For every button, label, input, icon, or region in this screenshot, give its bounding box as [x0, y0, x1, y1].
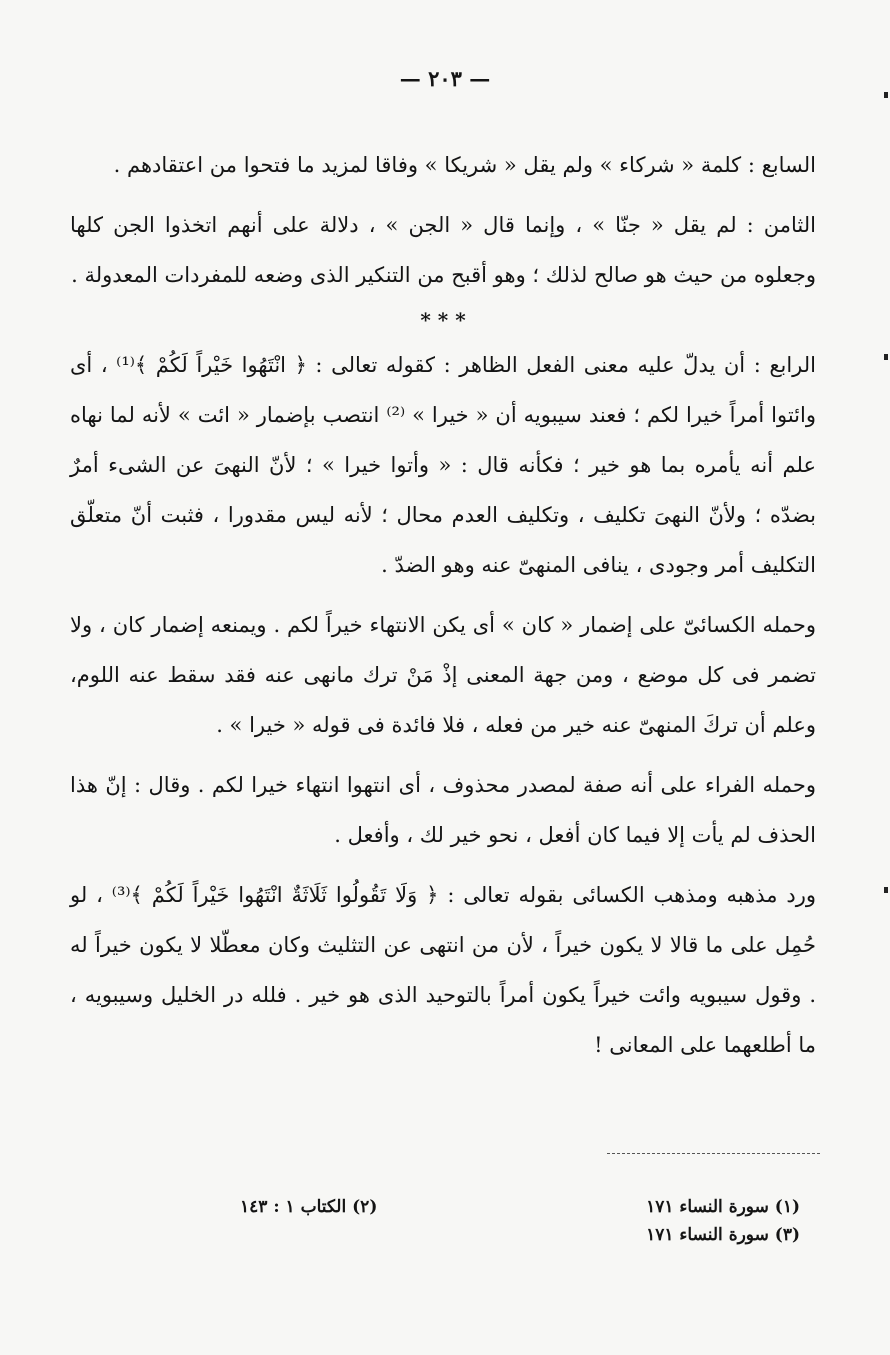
scan-edge-mark	[884, 887, 888, 893]
footnote-1: (١) سورة النساء ١٧١	[646, 1197, 800, 1217]
footnote-2: (٢) الكتاب ١ : ١٤٣	[240, 1197, 378, 1217]
paragraph-rebuttal: ورد مذهبه ومذهب الكسائى بقوله تعالى : ﴿ وَلَا تَقُولُوا ثَلَاثَةٌ انْتَهُوا خَيْراً لَكُمْ ﴾⁽³⁾ ، لو حُمِل على ما قالا لا يكون خيراً ، لأن من انتهى عن التثليث وكان معطّلا لا يكون خيراً له . وقول سيبويه وائت خيراً يكون أمراً بالتوحيد الذى هو خير . فلله در الخليل وسيبويه ، ما أطلعهما على المعانى !	[70, 883, 816, 1057]
page-body	[70, 140, 816, 1070]
footnote-3: (٣) سورة النساء ١٧١	[646, 1225, 800, 1245]
scan-edge-mark	[884, 92, 888, 98]
paragraph-fourth: الرابع : أن يدلّ عليه معنى الفعل الظاهر : كقوله تعالى : ﴿ انْتَهُوا خَيْراً لَكُمْ ﴾⁽¹⁾ ، أى وائتوا أمراً خيرا لكم ؛ فعند سيبويه أن « خيرا » ⁽²⁾ انتصب بإضمار « ائت » لأنه لما نهاه علم أنه يأمره بما هو خير ؛ فكأنه قال : « وأتوا خيرا » ؛ لأنّ النهىَ عن الشىء أمرٌ بضدّه ؛ ولأنّ النهىَ تكليف ، وتكليف العدم محال ؛ لأنه ليس مقدورا ، فثبت أنّ متعلّق التكليف أمر وجودى ، ينافى المنهىّ عنه وهو الضدّ .	[70, 353, 817, 577]
paragraph-farra: وحمله الفراء على أنه صفة لمصدر محذوف ، أى انتهوا انتهاء خيرا لكم . وقال : إنّ هذا الحذف لم يأت إلا فيما كان أفعل ، نحو خير لك ، وأفعل .	[70, 773, 816, 847]
footnotes	[150, 1193, 800, 1249]
section-separator: * * *	[420, 308, 466, 332]
page-number: — ٢٠٣ —	[399, 66, 491, 91]
paragraph-seventh: السابع : كلمة « شركاء » ولم يقل « شريكا » وفاقا لمزيد ما فتحوا من اعتقادهم .	[113, 153, 816, 177]
scan-edge-mark	[884, 354, 888, 360]
paragraph-eighth: الثامن : لم يقل « جنّا » ، وإنما قال « الجن » ، دلالة على أنهم اتخذوا الجن كلها وجعلوه من حيث هو صالح لذلك ؛ وهو أقبح من التنكير الذى وضعه للمفردات المعدولة .	[70, 213, 816, 287]
paragraph-kisai: وحمله الكسائىّ على إضمار « كان » أى يكن الانتهاء خيراً لكم . ويمنعه إضمار كان ، ولا تضمر فى كل موضع ، ومن جهة المعنى إذْ مَنْ ترك مانهى عنه فقد سقط عنه اللوم، وعلم أن تركَ المنهىّ عنه خير من فعله ، فلا فائدة فى قوله « خيرا » .	[70, 613, 816, 737]
footnote-divider	[607, 1153, 820, 1154]
